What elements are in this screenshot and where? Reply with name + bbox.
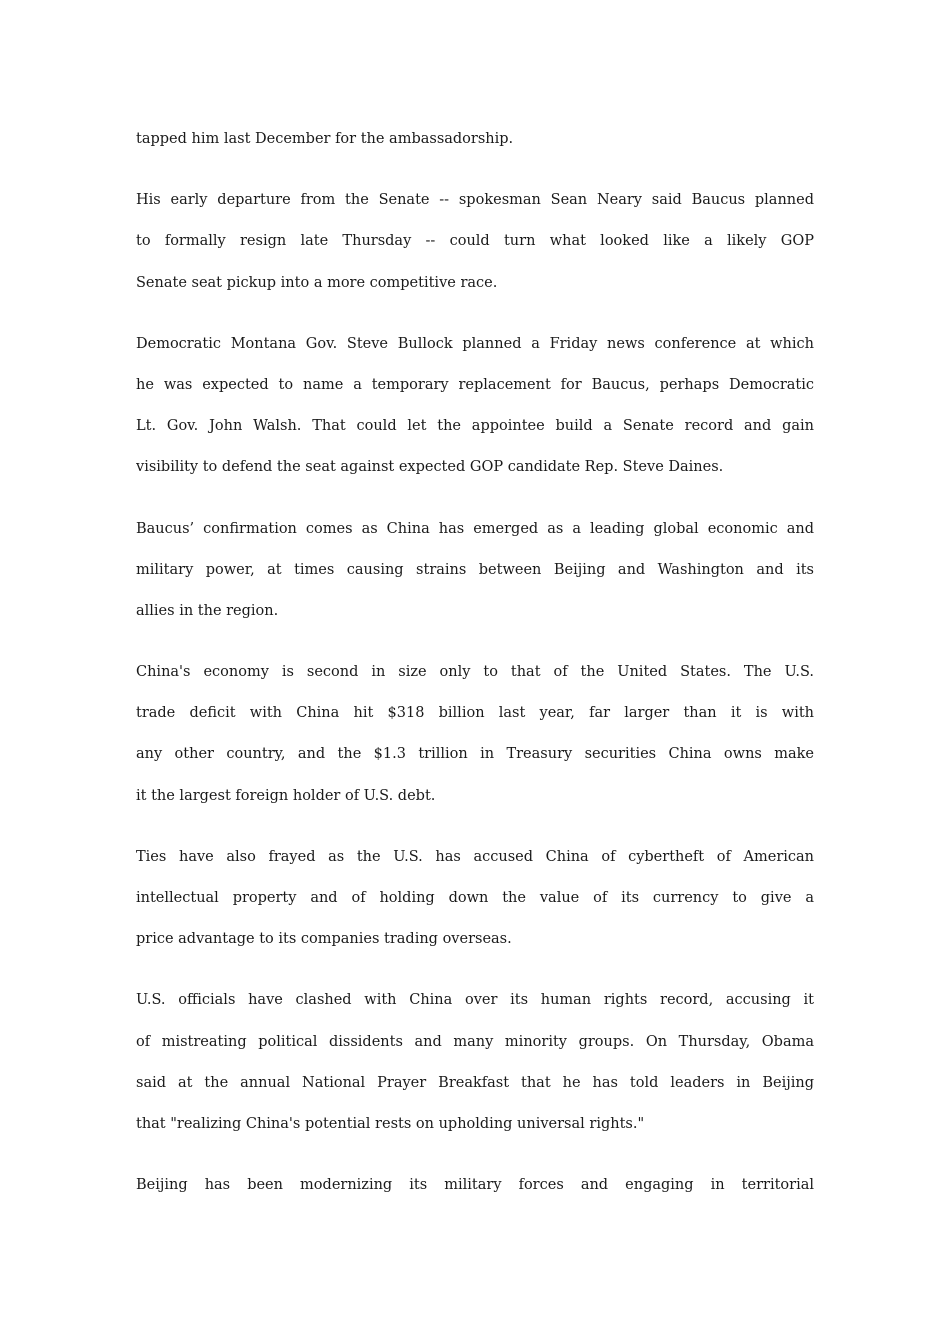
text-line: allies in the region. — [136, 602, 279, 619]
text-line: he was expected to name a temporary replacement for Baucus, perhaps Democratic — [136, 376, 814, 393]
text-line: tapped him last December for the ambassadorship. — [136, 131, 514, 147]
text-line: U.S. officials have clashed with China over its human rights record, accusing it — [136, 992, 814, 1009]
paragraph-1 — [136, 119, 814, 160]
text-line: of mistreating political dissidents and many minority groups. On Thursday, Obama — [136, 1033, 814, 1050]
article-body — [136, 119, 814, 1226]
text-line: Senate seat pickup into a more competitive race. — [136, 274, 498, 291]
text-line: visibility to defend the seat against expected GOP candidate Rep. Steve Daines. — [136, 459, 724, 476]
paragraph-7 — [136, 980, 814, 1145]
text-line: Democratic Montana Gov. Steve Bullock planned a Friday news conference at which — [136, 335, 814, 352]
paragraph-2 — [136, 180, 814, 304]
text-line: that "realizing China's potential rests on upholding universal rights." — [136, 1115, 645, 1132]
text-line: trade deficit with China hit $318 billion last year, far larger than it is with — [136, 705, 814, 722]
paragraph-6 — [136, 837, 814, 961]
paragraph-5 — [136, 652, 814, 817]
text-line: to formally resign late Thursday -- could turn what looked like a likely GOP — [136, 233, 814, 250]
text-line: any other country, and the $1.3 trillion in Treasury securities China owns make — [136, 746, 814, 763]
text-line: it the largest foreign holder of U.S. debt. — [136, 787, 436, 804]
text-line: intellectual property and of holding down the value of its currency to give a — [136, 890, 814, 906]
paragraph-4 — [136, 509, 814, 633]
paragraph-3 — [136, 324, 814, 489]
text-line: China's economy is second in size only to that of the United States. The U.S. — [136, 664, 814, 681]
text-line: Baucus’ confirmation comes as China has emerged as a leading global economic and — [136, 520, 814, 537]
paragraph-8 — [136, 1165, 814, 1206]
text-line: price advantage to its companies trading overseas. — [136, 931, 512, 948]
text-line: Lt. Gov. John Walsh. That could let the appointee build a Senate record and gain — [136, 418, 814, 435]
text-line: military power, at times causing strains between Beijing and Washington and its — [136, 561, 814, 578]
text-line: Ties have also frayed as the U.S. has accused China of cybertheft of American — [136, 848, 814, 865]
text-line: said at the annual National Prayer Breakfast that he has told leaders in Beijing — [136, 1074, 814, 1091]
text-line: His early departure from the Senate -- spokesman Sean Neary said Baucus planned — [136, 192, 814, 209]
text-line: Beijing has been modernizing its military forces and engaging in territorial — [136, 1177, 814, 1194]
